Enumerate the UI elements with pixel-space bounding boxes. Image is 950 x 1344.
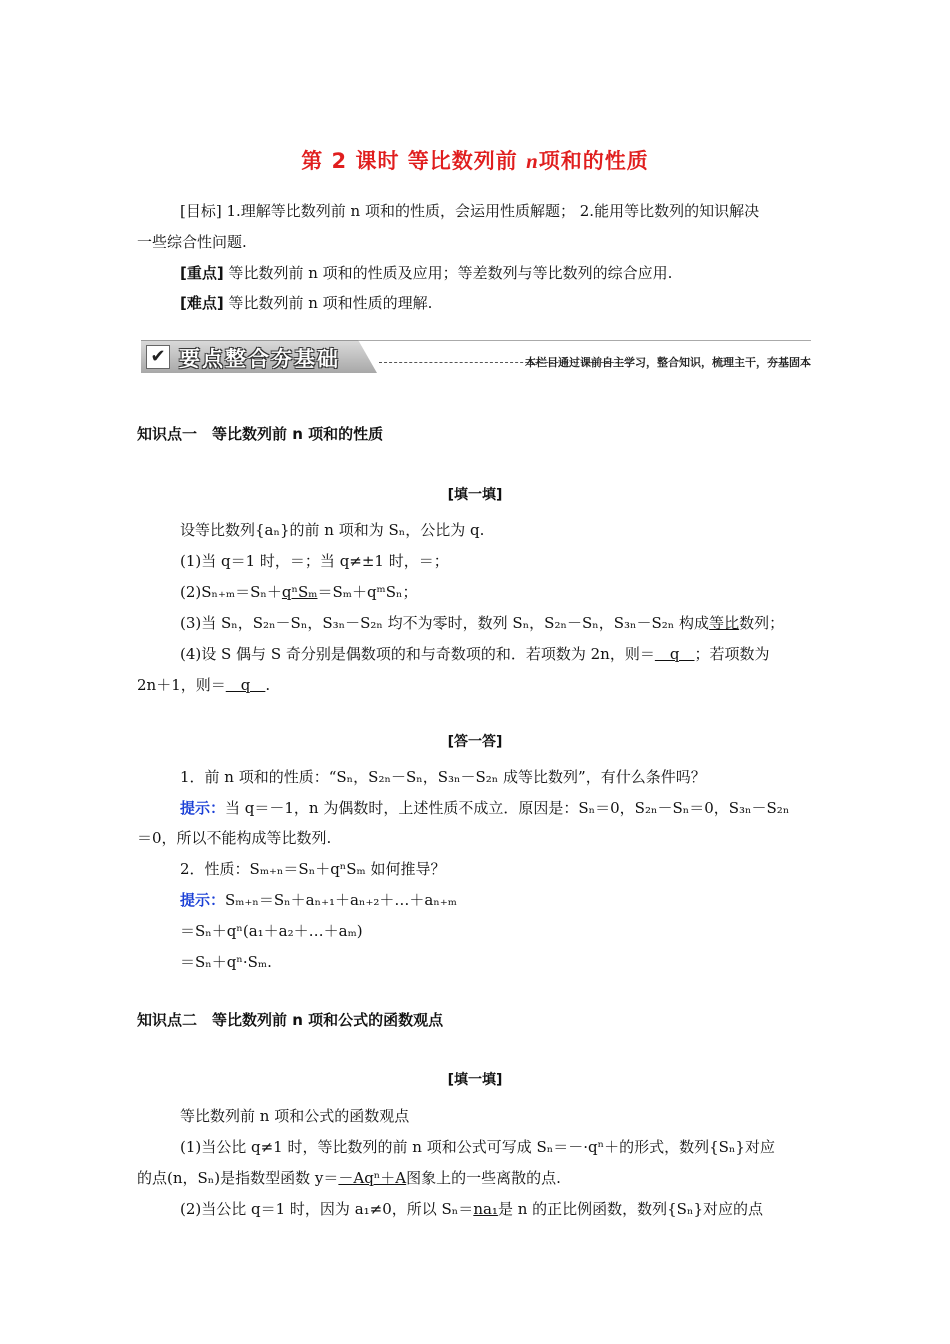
section1-answer-label: [答一答] bbox=[447, 734, 503, 750]
section2-fill-label: [填一填] bbox=[447, 1072, 503, 1088]
s2-p2 bbox=[180, 1198, 820, 1220]
title-prefix: 第 2 课时 等比数列前 bbox=[301, 149, 527, 173]
s1-item4-cont bbox=[137, 674, 817, 696]
hint-label-2: 提示： bbox=[180, 891, 226, 909]
s1-intro: 设等比数列{aₙ}的前 n 项和为 Sₙ，公比为 q. bbox=[180, 521, 485, 539]
goals-line-1: [目标] 1.理解等比数列前 n 项和的性质，会运用性质解题； 2.能用等比数列的知识解决 bbox=[180, 202, 760, 220]
s1-a1-line2: ＝0，所以不能构成等比数列. bbox=[137, 829, 332, 847]
s1-item2-b: ＝Sₘ＋qᵐSₙ； bbox=[317, 583, 418, 601]
s1-item3 bbox=[180, 612, 820, 634]
difficulty-label: [难点] bbox=[180, 294, 224, 312]
s2-p2-a: (2)当公比 q＝1 时，因为 a₁≠0，所以 Sₙ＝ bbox=[180, 1200, 474, 1218]
s2-p1-blank: －Aqⁿ＋A bbox=[338, 1169, 407, 1187]
s1-item4-d: . bbox=[265, 676, 271, 694]
s2-p2-blank: na₁ bbox=[473, 1200, 498, 1218]
s1-item4-c: 2n＋1，则＝ bbox=[137, 676, 226, 694]
title-var: n bbox=[526, 149, 539, 173]
focus-label: [重点] bbox=[180, 264, 224, 282]
s1-a2-text1: Sₘ₊ₙ＝Sₙ＋aₙ₊₁＋aₙ₊₂＋…＋aₙ₊ₘ bbox=[225, 891, 457, 909]
difficulty-text: 等比数列前 n 项和性质的理解. bbox=[223, 294, 433, 312]
section-banner bbox=[141, 340, 811, 374]
s1-item2-a: (2)Sₙ₊ₘ＝Sₙ＋ bbox=[180, 583, 282, 601]
s2-p1-b: 图象上的一些离散的点. bbox=[406, 1169, 561, 1187]
s1-item3-b: 数列； bbox=[739, 614, 785, 632]
s1-item4-blank2: q bbox=[225, 676, 266, 694]
s1-item4-a: (4)设 S 偶与 S 奇分别是偶数项的和与奇数项的和．若项数为 2n，则＝ bbox=[180, 645, 655, 663]
s2-p2-b: 是 n 的正比例函数，数列{Sₙ}对应的点 bbox=[497, 1200, 763, 1218]
difficulty-line bbox=[180, 292, 820, 314]
s1-a2-line3: ＝Sₙ＋qⁿ·Sₘ. bbox=[180, 953, 272, 971]
s1-q1: 1．前 n 项和的性质：“Sₙ，S₂ₙ－Sₙ，S₃ₙ－S₂ₙ 成等比数列”，有什么条件吗？ bbox=[180, 768, 706, 786]
title-suffix: 项和的性质 bbox=[538, 149, 649, 173]
section2-heading: 知识点二 等比数列前 n 项和公式的函数观点 bbox=[137, 1011, 444, 1029]
s1-item3-a: (3)当 Sₙ，S₂ₙ－Sₙ，S₃ₙ－S₂ₙ 均不为零时，数列 Sₙ，S₂ₙ－Sₙ，S₃ₙ－S₂ₙ 构成 bbox=[180, 614, 710, 632]
s1-item4-blank1: q bbox=[654, 645, 695, 663]
hint-label-1: 提示： bbox=[180, 799, 226, 817]
s2-intro: 等比数列前 n 项和公式的函数观点 bbox=[180, 1107, 410, 1125]
check-icon: ✔ bbox=[146, 345, 170, 369]
s1-item3-blank: 等比 bbox=[709, 614, 740, 632]
s1-item2 bbox=[180, 581, 820, 603]
s1-item1: (1)当 q＝1 时，＝；当 q≠±1 时，＝； bbox=[180, 552, 449, 570]
banner-note: 本栏目通过课前自主学习，整合知识，梳理主干，夯基固本 bbox=[525, 356, 811, 369]
page-title bbox=[0, 145, 950, 175]
section1-fill-label: [填一填] bbox=[447, 487, 503, 503]
s1-item4-b: ；若项数为 bbox=[694, 645, 770, 663]
s2-p1-a: 的点(n，Sₙ)是指数型函数 y＝ bbox=[137, 1169, 339, 1187]
goals-line-2: 一些综合性问题. bbox=[137, 233, 247, 251]
s2-p1-line2 bbox=[137, 1167, 817, 1189]
s1-a1-line1 bbox=[180, 797, 820, 819]
focus-text: 等比数列前 n 项和的性质及应用；等差数列与等比数列的综合应用. bbox=[223, 264, 673, 282]
section1-heading: 知识点一 等比数列前 n 项和的性质 bbox=[137, 425, 384, 443]
banner-title: 要点整合夯基础 bbox=[179, 347, 340, 371]
s1-a2-line1 bbox=[180, 889, 820, 911]
s2-p1-line1: (1)当公比 q≠1 时，等比数列的前 n 项和公式可写成 Sₙ＝－·qⁿ＋的形式，数列{Sₙ}对应 bbox=[180, 1138, 775, 1156]
s1-a1-text1: 当 q＝－1，n 为偶数时，上述性质不成立．原因是：Sₙ＝0，S₂ₙ－Sₙ＝0，S₃ₙ－S₂ₙ bbox=[225, 799, 790, 817]
s1-a2-line2: ＝Sₙ＋qⁿ(a₁＋a₂＋…＋aₘ) bbox=[180, 922, 363, 940]
focus-line bbox=[180, 262, 820, 284]
s1-q2: 2．性质：Sₘ₊ₙ＝Sₙ＋qⁿSₘ 如何推导？ bbox=[180, 860, 446, 878]
s1-item4 bbox=[180, 643, 820, 665]
s1-item2-blank: qⁿSₘ bbox=[281, 583, 318, 601]
